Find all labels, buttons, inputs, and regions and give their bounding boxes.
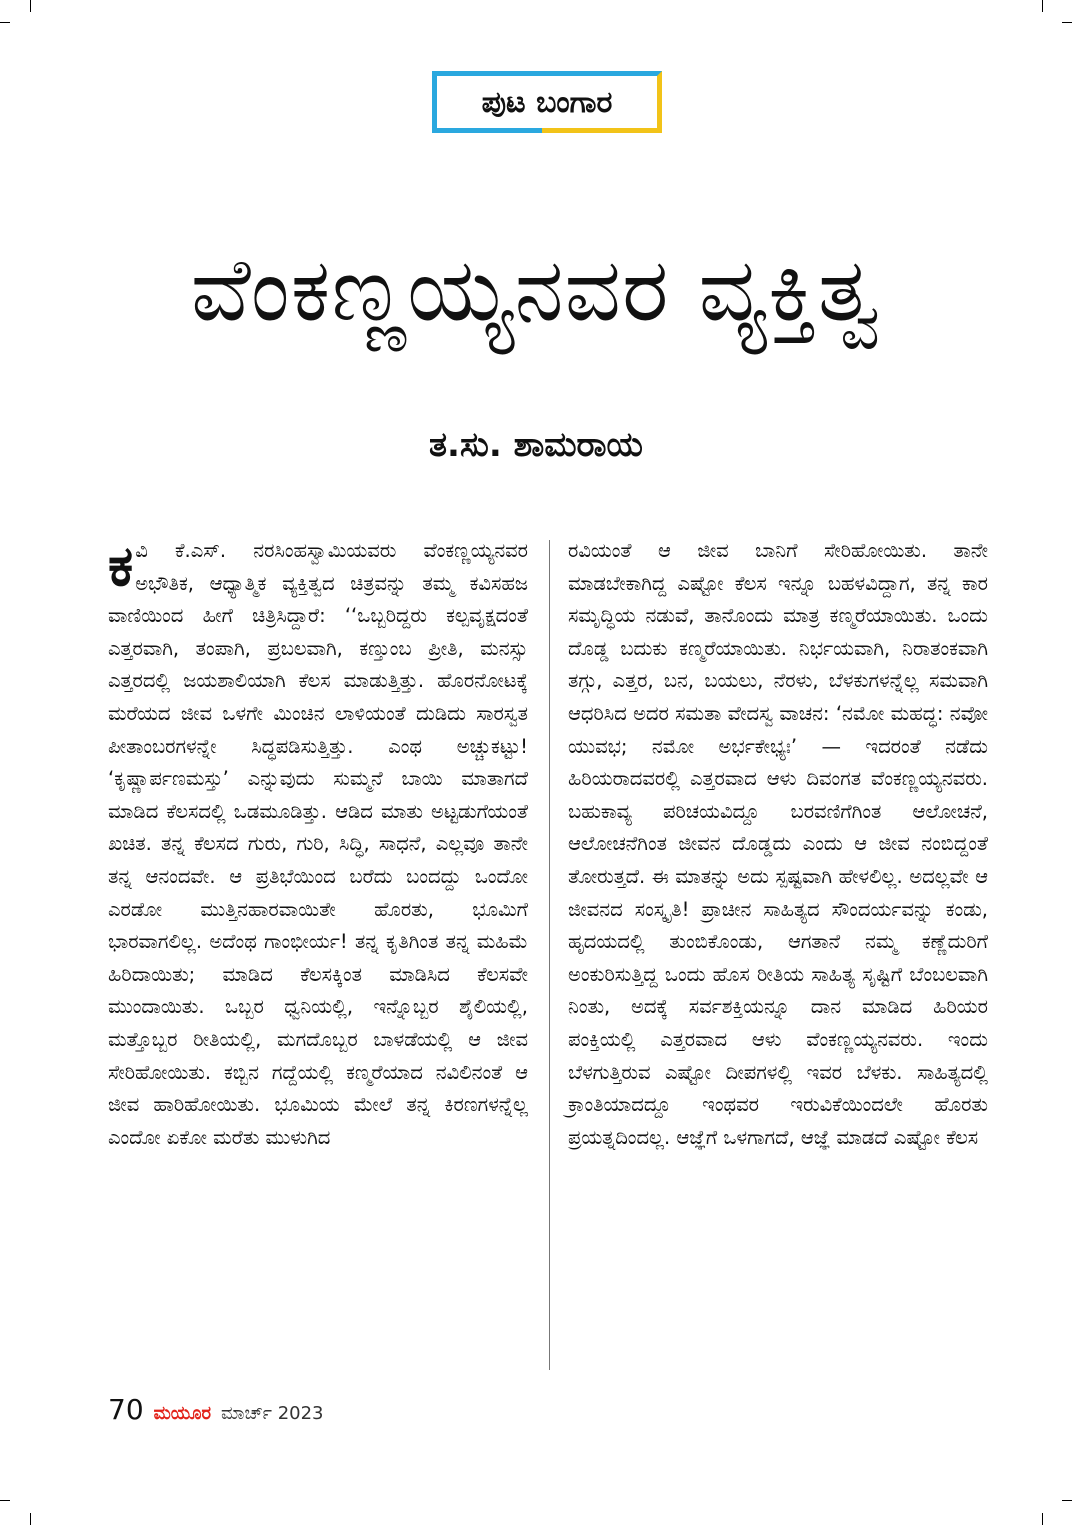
section-label-box xyxy=(432,71,662,133)
page-number: 70 xyxy=(108,1393,144,1426)
crop-mark-bottom-right xyxy=(1042,1513,1043,1525)
article-column-right xyxy=(568,535,988,1154)
article-column-left xyxy=(108,535,528,1154)
drop-cap: ಕ xyxy=(108,534,134,599)
crop-mark-top-left xyxy=(30,0,31,12)
section-label: ಪುಟ ಬಂಗಾರ xyxy=(481,84,613,120)
column-divider xyxy=(549,540,550,1370)
crop-mark-bottom-right-h xyxy=(1062,1500,1072,1501)
article-text-right: ರವಿಯಂತೆ ಆ ಜೀವ ಬಾನಿಗೆ ಸೇರಿಹೋಯಿತು. ತಾನೇ ಮಾಡಬೇಕಾಗಿದ್ದ ಎಷ್ಟೋ ಕೆಲಸ ಇನ್ನೂ ಬಹಳವಿದ್ದಾಗ, ತನ್ನ ಕಾರ ಸಮೃದ್ಧಿಯ ನಡುವೆ, ತಾನೊಂದು ಮಾತ್ರ ಕಣ್ಮರೆಯಾಯಿತು. ಒಂದು ದೊಡ್ಡ ಬದುಕು ಕಣ್ಮರೆಯಾಯಿತು. ನಿರ್ಭಯವಾಗಿ, ನಿರಾತಂಕವಾಗಿ ತಗ್ಗು, ಎತ್ತರ, ಬನ, ಬಯಲು, ನೆರಳು, ಬೆಳಕುಗಳನ್ನೆಲ್ಲ ಸಮವಾಗಿ ಆಧರಿಸಿದ ಅದರ ಸಮತಾ ವೇದಸ್ವ ವಾಚನ: ‘ನಮೋ ಮಹದ್ಧ: ನವೋ ಯುವಭ; ನಮೋ ಅರ್ಭಕೇಭ್ಯಃ’ — ಇದರಂತೆ ನಡೆದು ಹಿರಿಯರಾದವರಲ್ಲಿ ಎತ್ತರವಾದ ಆಳು ದಿವಂಗತ ವೆಂಕಣ್ಣಯ್ಯನವರು. ಬಹುಕಾವ್ಯ ಪರಿಚಯವಿದ್ದೂ ಬರವಣಿಗೆಗಿಂತ ಆಲೋಚನೆ, ಆಲೋಚನೆಗಿಂತ ಜೀವನ ದೊಡ್ಡದು ಎಂದು ಆ ಜೀವ ನಂಬಿದ್ದಂತೆ ತೋರುತ್ತದೆ. ಈ ಮಾತನ್ನು ಅದು ಸ್ಪಷ್ಟವಾಗಿ ಹೇಳಲಿಲ್ಲ. ಅದಲ್ಲವೇ ಆ ಜೀವನದ ಸಂಸ್ಕೃತಿ! ಪ್ರಾಚೀನ ಸಾಹಿತ್ಯದ ಸೌಂದರ್ಯವನ್ನು ಕಂಡು, ಹೃದಯದಲ್ಲಿ ತುಂಬಿಕೊಂಡು, ಆಗತಾನೆ ನಮ್ಮ ಕಣ್ಣೆದುರಿಗೆ ಅಂಕುರಿಸುತ್ತಿದ್ದ ಒಂದು ಹೊಸ ರೀತಿಯ ಸಾಹಿತ್ಯ ಸೃಷ್ಟಿಗೆ ಬೆಂಬಲವಾಗಿ ನಿಂತು, ಅದಕ್ಕೆ ಸರ್ವಶಕ್ತಿಯನ್ನೂ ದಾನ ಮಾಡಿದ ಹಿರಿಯರ ಪಂಕ್ತಿಯಲ್ಲಿ ಎತ್ತರವಾದ ಆಳು ವೆಂಕಣ್ಣಯ್ಯನವರು. ಇಂದು ಬೆಳಗುತ್ತಿರುವ ಎಷ್ಟೋ ದೀಪಗಳಲ್ಲಿ ಇವರ ಬೆಳಕು. ಸಾಹಿತ್ಯದಲ್ಲಿ ಕ್ರಾಂತಿಯಾದದ್ದೂ ಇಂಥವರ ಇರುವಿಕೆಯಿಂದಲೇ ಹೊರತು ಪ್ರಯತ್ನದಿಂದಲ್ಲ. ಆಜ್ಞೆಗೆ ಒಳಗಾಗದೆ, ಆಜ್ಞೆ ಮಾಡದೆ ಎಷ್ಟೋ ಕೆಲಸ xyxy=(568,539,988,1149)
crop-mark-bottom-left xyxy=(30,1513,31,1525)
magazine-logo: ಮಯೂರ xyxy=(153,1403,212,1424)
crop-mark-top-right-h xyxy=(1062,22,1072,23)
article-title: ವೆಂಕಣ್ಣಯ್ಯನವರ ವ್ಯಕ್ತಿತ್ವ xyxy=(190,238,882,341)
article-text-left: ವಿ ಕೆ.ಎಸ್. ನರಸಿಂಹಸ್ವಾಮಿಯವರು ವೆಂಕಣ್ಣಯ್ಯನವರ ಅಭೌತಿಕ, ಆಧ್ಯಾತ್ಮಿಕ ವ್ಯಕ್ತಿತ್ವದ ಚಿತ್ರವನ್ನು ತಮ್ಮ ಕವಿಸಹಜ ವಾಣಿಯಿಂದ ಹೀಗೆ ಚಿತ್ರಿಸಿದ್ದಾರೆ: ‘‘ಒಬ್ಬರಿದ್ದರು ಕಲ್ಪವೃಕ್ಷದಂತೆ ಎತ್ತರವಾಗಿ, ತಂಪಾಗಿ, ಪ್ರಬಲವಾಗಿ, ಕಣ್ತುಂಬ ಪ್ರೀತಿ, ಮನಸ್ಸು ಎತ್ತರದಲ್ಲಿ ಜಯಶಾಲಿಯಾಗಿ ಕೆಲಸ ಮಾಡುತ್ತಿತ್ತು. ಹೊರನೋಟಕ್ಕೆ ಮರೆಯದ ಜೀವ ಒಳಗೇ ಮಿಂಚಿನ ಲಾಳಿಯಂತೆ ದುಡಿದು ಸಾರಸ್ವತ ಪೀತಾಂಬರಗಳನ್ನೇ ಸಿದ್ಧಪಡಿಸುತ್ತಿತ್ತು. ಎಂಥ ಅಚ್ಚುಕಟ್ಟು! ‘ಕೃಷ್ಣಾರ್ಪಣಮಸ್ತು’ ಎನ್ನುವುದು ಸುಮ್ಮನೆ ಬಾಯಿ ಮಾತಾಗದೆ ಮಾಡಿದ ಕೆಲಸದಲ್ಲಿ ಒಡಮೂಡಿತ್ತು. ಆಡಿದ ಮಾತು ಅಟ್ಟಡುಗೆಯಂತೆ ಖಚಿತ. ತನ್ನ ಕೆಲಸದ ಗುರು, ಗುರಿ, ಸಿದ್ಧಿ, ಸಾಧನೆ, ಎಲ್ಲವೂ ತಾನೇ ತನ್ನ ಆನಂದವೇ. ಆ ಪ್ರತಿಭೆಯಿಂದ ಬರೆದು ಬಂದದ್ದು ಒಂದೋ ಎರಡೋ ಮುತ್ತಿನಹಾರವಾಯಿತೇ ಹೊರತು, ಭೂಮಿಗೆ ಭಾರವಾಗಲಿಲ್ಲ. ಅದೆಂಥ ಗಾಂಭೀರ್ಯ! ತನ್ನ ಕೃತಿಗಿಂತ ತನ್ನ ಮಹಿಮೆ ಹಿರಿದಾಯಿತು; ಮಾಡಿದ ಕೆಲಸಕ್ಕಿಂತ ಮಾಡಿಸಿದ ಕೆಲಸವೇ ಮುಂದಾಯಿತು. ಒಬ್ಬರ ಧ್ವನಿಯಲ್ಲಿ, ಇನ್ನೊಬ್ಬರ ಶೈಲಿಯಲ್ಲಿ, ಮತ್ತೊಬ್ಬರ ರೀತಿಯಲ್ಲಿ, ಮಗದೊಬ್ಬರ ಬಾಳಡೆಯಲ್ಲಿ ಆ ಜೀವ ಸೇರಿಹೋಯಿತು. ಕಬ್ಬಿನ ಗದ್ದೆಯಲ್ಲಿ ಕಣ್ಮರೆಯಾದ ನವಿಲಿನಂತೆ ಆ ಜೀವ ಹಾರಿಹೋಯಿತು. ಭೂಮಿಯ ಮೇಲೆ ತನ್ನ ಕಿರಣಗಳನ್ನೆಲ್ಲ ಎಂದೋ ಏಕೋ ಮರೆತು ಮುಳುಗಿದ xyxy=(108,539,528,1149)
issue-date: ಮಾರ್ಚ್ 2023 xyxy=(221,1403,324,1424)
crop-mark-bottom-left-h xyxy=(0,1500,10,1501)
crop-mark-top-left-h xyxy=(0,22,10,23)
crop-mark-top-right xyxy=(1042,0,1043,12)
author-name: ತ.ಸು. ಶಾಮರಾಯ xyxy=(429,425,643,465)
page-footer xyxy=(108,1393,324,1426)
